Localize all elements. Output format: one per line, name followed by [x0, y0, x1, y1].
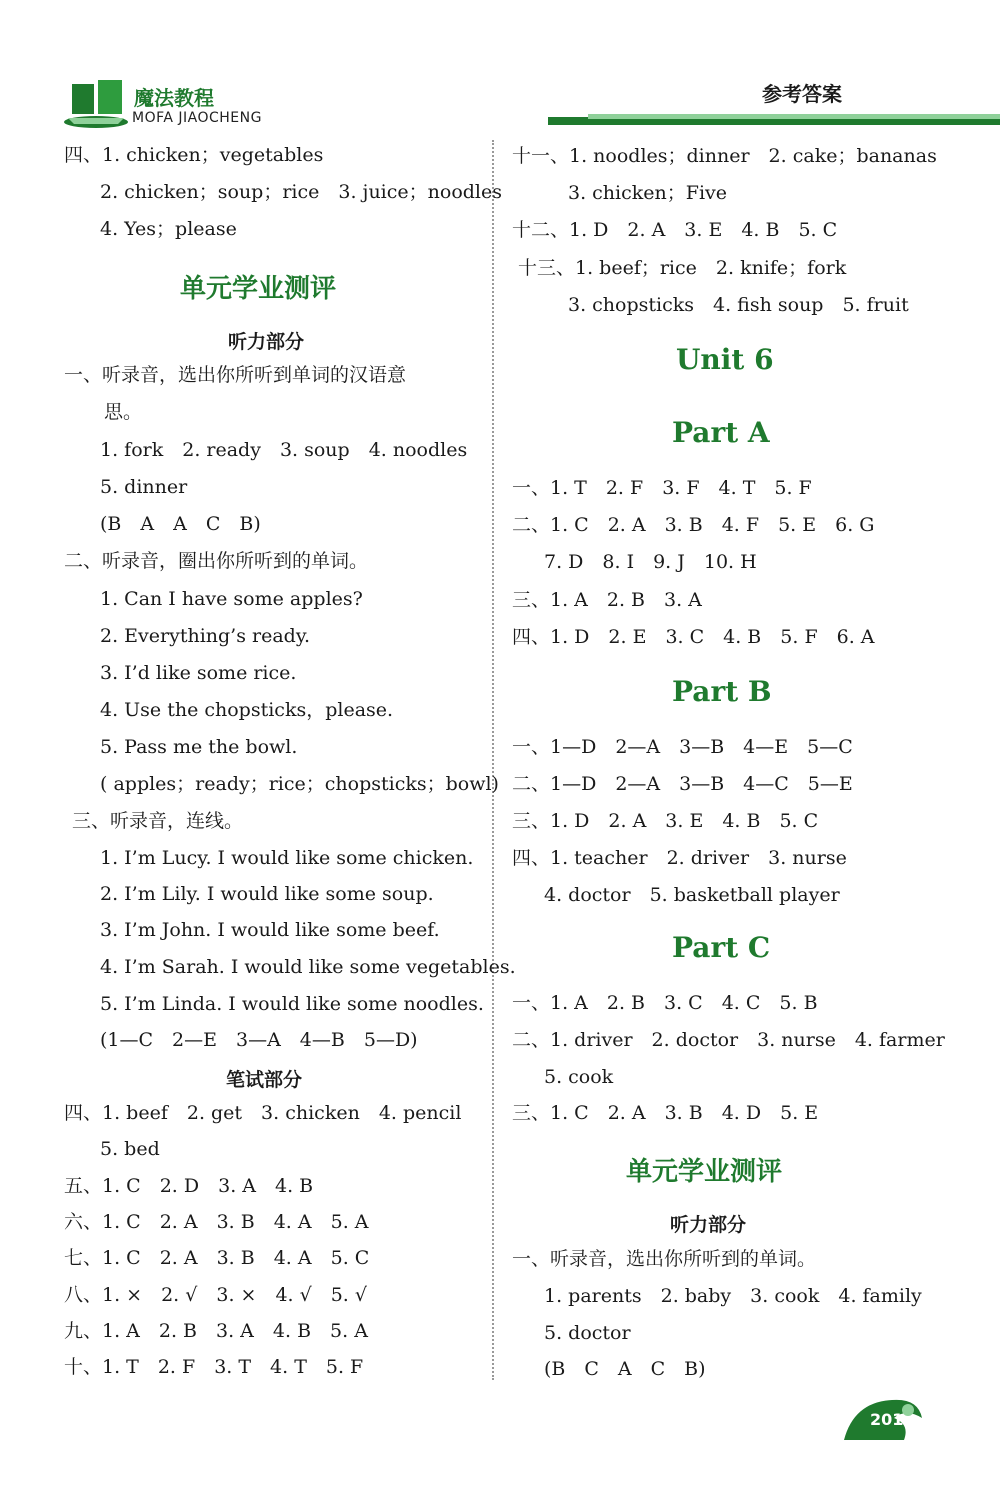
answer-line: 十二、1. D 2. A 3. E 4. B 5. C [512, 219, 838, 241]
answer-line: 3. I’m John. I would like some beef. [100, 919, 440, 941]
answer-line: 4. I’m Sarah. I would like some vegetables. [100, 956, 516, 978]
answer-line: 三、1. C 2. A 3. B 4. D 5. E [512, 1102, 819, 1124]
answer-line: 2. Everything’s ready. [100, 625, 311, 647]
answer-line: 4. doctor 5. basketball player [544, 884, 840, 906]
subsection-title: 笔试部分 [226, 1069, 303, 1091]
logo-text-en: MOFA JIAOCHENG [132, 110, 262, 126]
answer-line: 5. Pass me the bowl. [100, 736, 298, 758]
answer-line: 7. D 8. I 9. J 10. H [544, 551, 757, 573]
part-heading: Part C [672, 931, 771, 964]
answer-line: 1. fork 2. ready 3. soup 4. noodles [100, 439, 468, 461]
page-number: 201 [870, 1410, 904, 1429]
answer-line: 四、1. D 2. E 3. C 4. B 5. F 6. A [512, 626, 875, 648]
answer-line: 十、1. T 2. F 3. T 4. T 5. F [64, 1356, 364, 1378]
part-heading: Part A [672, 416, 770, 449]
answer-line: 八、1. × 2. √ 3. × 4. √ 5. √ [64, 1284, 367, 1306]
section-title: 单元学业测评 [180, 274, 337, 304]
answer-line: 二、1. C 2. A 3. B 4. F 5. E 6. G [512, 514, 875, 536]
answer-line: 二、1—D 2—A 3—B 4—C 5—E [512, 773, 853, 795]
logo-emblem-icon [62, 74, 130, 130]
answer-line: 4. Use the chopsticks，please. [100, 699, 394, 721]
answer-line: 3. I’d like some rice. [100, 662, 297, 684]
question-text: 二、听录音，圈出你所听到的单词。 [64, 550, 369, 572]
answer-line: 九、1. A 2. B 3. A 4. B 5. A [64, 1320, 368, 1342]
subsection-title: 听力部分 [228, 331, 305, 353]
answer-line: 一、1—D 2—A 3—B 4—E 5—C [512, 736, 853, 758]
answer-line: ( apples；ready；rice；chopsticks；bowl) [100, 773, 499, 795]
answer-line: 二、1. driver 2. doctor 3. nurse 4. farmer [512, 1029, 945, 1051]
section-title: 单元学业测评 [626, 1157, 783, 1187]
header-decorative-bar [548, 114, 1000, 128]
unit-heading: Unit 6 [676, 343, 774, 376]
answer-line: (B A A C B) [100, 513, 261, 535]
answer-line: 十三、1. beef；rice 2. knife；fork [518, 257, 847, 279]
answer-line: 2. I’m Lily. I would like some soup. [100, 883, 434, 905]
answer-line: 3. chicken；Five [568, 182, 727, 204]
answer-line: 1. Can I have some apples? [100, 588, 363, 610]
answer-line: 一、1. T 2. F 3. F 4. T 5. F [512, 477, 812, 499]
answer-line: 六、1. C 2. A 3. B 4. A 5. A [64, 1211, 369, 1233]
page-header-title: 参考答案 [762, 82, 842, 106]
answer-line: 四、1. chicken；vegetables [64, 144, 324, 166]
question-text: 一、听录音，选出你所听到的单词。 [512, 1248, 817, 1270]
page-number-badge [834, 1388, 930, 1448]
answer-line: 五、1. C 2. D 3. A 4. B [64, 1175, 314, 1197]
answer-line: 5. dinner [100, 476, 188, 498]
answer-line: (B C A C B) [544, 1358, 706, 1380]
part-heading: Part B [672, 675, 772, 708]
answer-line: (1—C 2—E 3—A 4—B 5—D) [100, 1029, 418, 1051]
answer-line: 5. I’m Linda. I would like some noodles. [100, 993, 484, 1015]
question-text: 一、听录音，选出你所听到单词的汉语意 [64, 364, 407, 386]
answer-line: 5. cook [544, 1066, 614, 1088]
answer-line: 3. chopsticks 4. fish soup 5. fruit [568, 294, 909, 316]
question-text: 思。 [104, 401, 143, 423]
answer-line: 5. doctor [544, 1322, 631, 1344]
answer-line: 十一、1. noodles；dinner 2. cake；bananas [512, 145, 937, 167]
answer-line: 七、1. C 2. A 3. B 4. A 5. C [64, 1247, 370, 1269]
answer-line: 一、1. A 2. B 3. C 4. C 5. B [512, 992, 818, 1014]
question-text: 三、听录音，连线。 [72, 810, 244, 832]
subsection-title: 听力部分 [670, 1214, 747, 1236]
answer-line: 2. chicken；soup；rice 3. juice；noodles [100, 181, 502, 203]
answer-line: 1. parents 2. baby 3. cook 4. family [544, 1285, 922, 1307]
answer-line: 三、1. D 2. A 3. E 4. B 5. C [512, 810, 819, 832]
logo-text-cn: 魔法教程 [134, 86, 214, 110]
answer-line: 四、1. teacher 2. driver 3. nurse [512, 847, 847, 869]
brand-logo [62, 74, 292, 130]
answer-line: 4. Yes；please [100, 218, 237, 240]
answer-line: 三、1. A 2. B 3. A [512, 589, 702, 611]
answer-line: 四、1. beef 2. get 3. chicken 4. pencil [64, 1102, 462, 1124]
column-divider [492, 140, 494, 1380]
answer-line: 1. I’m Lucy. I would like some chicken. [100, 847, 474, 869]
answer-line: 5. bed [100, 1138, 160, 1160]
